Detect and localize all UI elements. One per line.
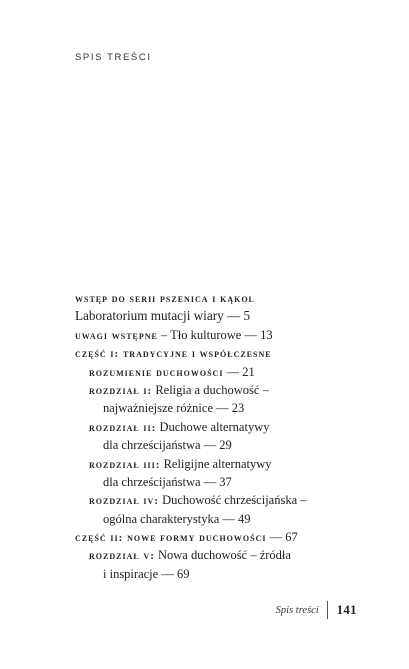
table-of-contents <box>75 289 375 583</box>
toc-text: dla chrześcijaństwa — 37 <box>103 474 232 489</box>
toc-text: dla chrześcijaństwa — 29 <box>103 438 232 453</box>
toc-line <box>75 418 375 436</box>
toc-line <box>75 510 375 528</box>
toc-line <box>75 436 375 454</box>
toc-line <box>75 565 375 583</box>
toc-heading: wstęp do serii pszenica i kąkol <box>75 293 255 305</box>
toc-line <box>75 326 375 344</box>
toc-line <box>75 381 375 399</box>
toc-text: – Tło kulturowe — 13 <box>157 327 273 342</box>
toc-text: Laboratorium mutacji wiary — 5 <box>75 308 251 324</box>
toc-chapter-label: rozdział v: <box>89 550 155 563</box>
toc-text: najważniejsze różnice — 23 <box>103 401 245 416</box>
toc-line <box>75 546 375 564</box>
toc-heading: część ii: nowe formy duchowości <box>75 532 267 545</box>
toc-line <box>75 307 375 325</box>
toc-heading: uwagi wstępne <box>75 329 158 342</box>
toc-text: Nowa duchowość – źródła <box>154 548 291 563</box>
toc-chapter-label: rozdział i: <box>89 384 153 397</box>
footer-section-title: Spis treści <box>275 604 319 616</box>
toc-line <box>75 344 375 362</box>
toc-text: Religia a duchowość – <box>152 382 269 397</box>
toc-text: ogólna charakterystyka — 49 <box>103 511 251 526</box>
toc-line <box>75 363 375 381</box>
toc-text: — 67 <box>266 530 298 545</box>
toc-line <box>75 289 375 307</box>
toc-line <box>75 473 375 491</box>
toc-chapter-label: rozdział iv: <box>89 495 159 508</box>
toc-line <box>75 491 375 509</box>
toc-text: Duchowość chrześcijańska – <box>158 493 307 508</box>
toc-heading: część i: tradycyjne i współczesne <box>75 348 272 361</box>
toc-text: i inspiracje — 69 <box>103 566 190 581</box>
toc-text: Religijne alternatywy <box>160 456 272 471</box>
toc-text: Duchowe alternatywy <box>156 419 270 434</box>
toc-chapter-label: rozdział ii: <box>89 421 157 434</box>
toc-line <box>75 528 375 546</box>
toc-chapter-label: rozdział iii: <box>89 458 161 471</box>
page-footer <box>276 600 357 620</box>
running-header: SPIS TREŚCI <box>75 52 152 63</box>
page-number: 141 <box>336 602 357 617</box>
toc-line <box>75 399 375 417</box>
toc-line <box>75 455 375 473</box>
toc-heading: rozumienie duchowości <box>89 366 224 379</box>
toc-text: — 21 <box>223 364 255 379</box>
